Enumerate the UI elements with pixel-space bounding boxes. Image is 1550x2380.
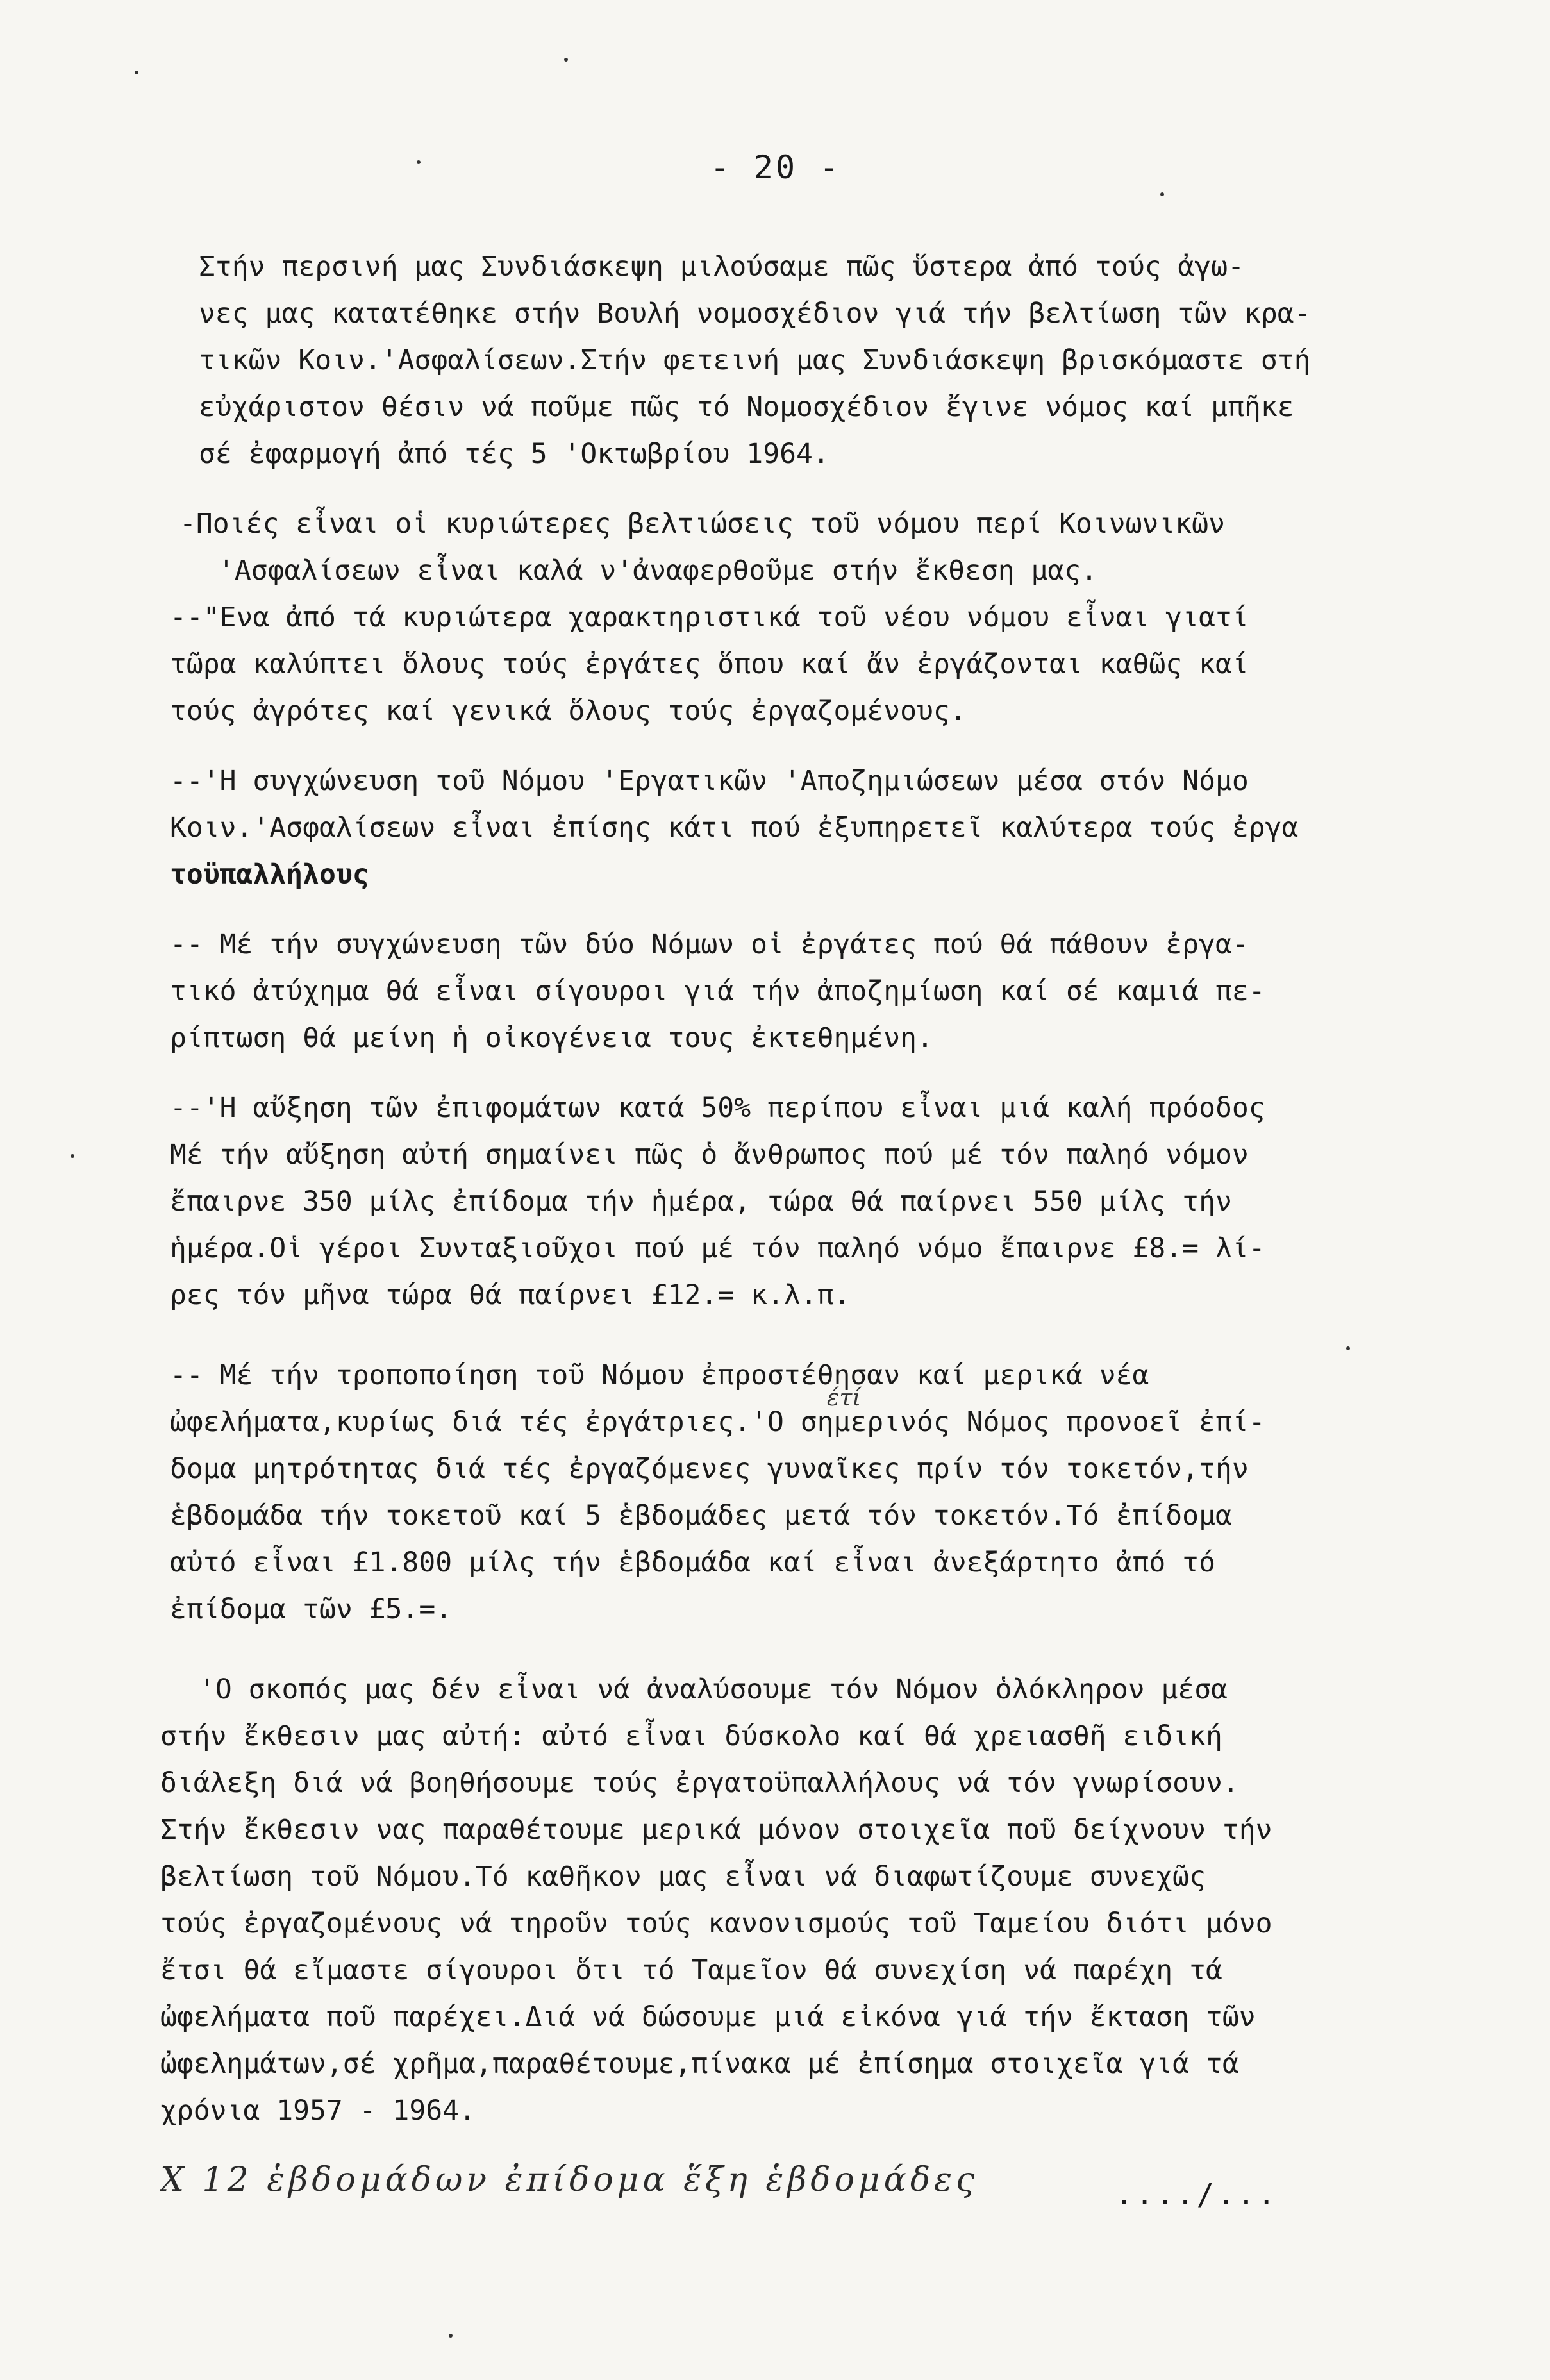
text-line: στήν ἔκθεσιν μας αὐτή: αὐτό εἶναι δύσκολο καί θά χρειασθῆ ειδική xyxy=(160,1720,1222,1752)
paragraph-6 xyxy=(160,1085,1378,1319)
text-line: 'Ασφαλίσεων εἶναι καλά ν'ἀναφερθοῦμε στήν ἔκθεση μας. xyxy=(218,555,1098,587)
paragraph-1 xyxy=(160,244,1378,478)
text-line: 'Ο σκοπός μας δέν εἶναι νά ἀναλύσουμε τόν Νόμον ὁλόκληρον μέσα xyxy=(199,1673,1228,1705)
text-line: ἔπαιρνε 350 μίλς ἐπίδομα τήν ἡμέρα, τώρα θά παίρνει 550 μίλς τήν xyxy=(170,1186,1232,1218)
scan-speck xyxy=(135,71,138,74)
paragraph-7 xyxy=(160,1352,1378,1633)
text-line: ὠφελήματα ποῦ παρέχει.Διά νά δώσουμε μιά εἰκόνα γιά τήν ἔκταση τῶν xyxy=(160,2001,1256,2033)
paragraph-5 xyxy=(160,921,1378,1062)
scan-speck xyxy=(71,1154,74,1158)
paragraph-2 xyxy=(160,501,1378,594)
text-line: τικῶν Κοιν.'Ασφαλίσεων.Στήν φετεινή μας Συνδιάσκεψη βρισκόμαστε στή xyxy=(199,344,1311,376)
text-line: δομα μητρότητας διά τές ἐργαζόμενες γυναῖκες πρίν τόν τοκετόν,τήν xyxy=(170,1453,1249,1485)
scan-speck xyxy=(417,160,421,164)
text-line: --'Η συγχώνευση τοῦ Νόμου 'Εργατικῶν 'Αποζημιώσεων μέσα στόν Νόμο xyxy=(170,765,1249,797)
text-line: -Ποιές εἶναι οἱ κυριώτερες βελτιώσεις τοῦ νόμου περί Κοινωνικῶν xyxy=(179,508,1225,540)
text-line: ἐπίδομα τῶν £5.=. xyxy=(170,1593,453,1625)
text-line: σέ ἐφαρμογή ἀπό τές 5 'Οκτωβρίου 1964. xyxy=(199,438,829,470)
text-line: ἡμέρα.Οἱ γέροι Συνταξιοῦχοι πού μέ τόν παληό νόμο ἔπαιρνε £8.= λί- xyxy=(170,1232,1265,1264)
text-line: τικό ἀτύχημα θά εἶναι σίγουροι γιά τήν ἀποζημίωση καί σέ καμιά πε- xyxy=(170,975,1265,1007)
scan-speck xyxy=(1160,192,1164,196)
paragraph-8 xyxy=(160,1666,1378,2134)
scan-speck xyxy=(564,58,568,62)
text-line: τοϋπαλλήλους xyxy=(170,859,369,891)
text-line: τούς ἐργαζομένους νά τηροῦν τούς κανονισμούς τοῦ Ταμείου διότι μόνο xyxy=(160,1907,1272,1940)
handwritten-note: X 12 ἑβδομάδων ἐπίδομα ἕξη ἑβδομάδες xyxy=(160,2161,979,2199)
interlinear-insertion: έτί xyxy=(827,1385,862,1411)
text-line: ὠφελήματα,κυρίως διά τές ἐργάτριες.'Ο σημερινός Νόμος προνοεῖ ἐπί- xyxy=(170,1406,1265,1438)
text-line: αὐτό εἶναι £1.800 μίλς τήν ἑβδομάδα καί εἶναι ἀνεξάρτητο ἀπό τό xyxy=(170,1546,1215,1579)
page-number: - 20 - xyxy=(710,149,842,186)
text-line: Μέ τήν αὔξηση αὐτή σημαίνει πῶς ὁ ἄνθρωπος πού μέ τόν παληό νόμον xyxy=(170,1139,1249,1171)
text-line: -- Μέ τήν τροποποίηση τοῦ Νόμου ἐπροστέθησαν καί μερικά νέα xyxy=(170,1359,1149,1391)
body-text xyxy=(160,244,1378,2134)
text-line: βελτίωση τοῦ Νόμου.Τό καθῆκον μας εἶναι νά διαφωτίζουμε συνεχῶς xyxy=(160,1861,1206,1893)
paragraph-3 xyxy=(160,594,1378,735)
text-line: ρίπτωση θά μείνη ἡ οἰκογένεια τους ἐκτεθημένη. xyxy=(170,1022,933,1054)
text-line: διάλεξη διά νά βοηθήσουμε τούς ἐργατοϋπαλλήλους νά τόν γνωρίσουν. xyxy=(160,1767,1239,1799)
text-line: νες μας κατατέθηκε στήν Βουλή νομοσχέδιον γιά τήν βελτίωση τῶν κρα- xyxy=(199,298,1311,330)
scan-speck xyxy=(449,2334,453,2338)
text-line: -- Μέ τήν συγχώνευση τῶν δύο Νόμων οἱ ἐργάτες πού θά πάθουν ἐργα- xyxy=(170,928,1249,960)
scan-speck xyxy=(1346,1346,1350,1350)
text-line: ἑβδομάδα τήν τοκετοῦ καί 5 ἑβδομάδες μετά τόν τοκετόν.Τό ἐπίδομα xyxy=(170,1500,1232,1532)
paragraph-4 xyxy=(160,758,1378,898)
text-line: τούς ἀγρότες καί γενικά ὅλους τούς ἐργαζομένους. xyxy=(170,695,967,727)
text-line: ρες τόν μῆνα τώρα θά παίρνει £12.= κ.λ.π. xyxy=(170,1279,851,1311)
text-line: ἔτσι θά εἴμαστε σίγουροι ὅτι τό Ταμεῖον θά συνεχίση νά παρέχη τά xyxy=(160,1954,1222,1986)
text-line: ὠφελημάτων,σέ χρῆμα,παραθέτουμε,πίνακα μέ ἐπίσημα στοιχεῖα γιά τά xyxy=(160,2048,1239,2080)
text-line: εὐχάριστον θέσιν νά ποῦμε πῶς τό Νομοσχέδιον ἔγινε νόμος καί μπῆκε xyxy=(199,391,1294,423)
text-line: χρόνια 1957 - 1964. xyxy=(160,2095,476,2127)
text-line: τῶρα καλύπτει ὅλους τούς ἐργάτες ὅπου καί ἄν ἐργάζονται καθῶς καί xyxy=(170,648,1249,680)
text-line: Στήν ἔκθεσιν νας παραθέτουμε μερικά μόνον στοιχεῖα ποῦ δείχνουν τήν xyxy=(160,1814,1272,1846)
text-line: Στήν περσινή μας Συνδιάσκεψη μιλούσαμε πῶς ὕστερα ἀπό τούς ἀγω- xyxy=(199,251,1244,283)
text-line: --'Η αὔξηση τῶν ἐπιφομάτων κατά 50% περίπου εἶναι μιά καλή πρόοδος xyxy=(170,1092,1265,1124)
continuation-mark: ..../... xyxy=(1115,2177,1278,2211)
text-line: Κοιν.'Ασφαλίσεων εἶναι ἐπίσης κάτι πού ἐξυπηρετεῖ καλύτερα τούς ἐργα xyxy=(170,812,1299,844)
text-line: --"Ενα ἀπό τά κυριώτερα χαρακτηριστικά τοῦ νέου νόμου εἶναι γιατί xyxy=(170,601,1249,633)
